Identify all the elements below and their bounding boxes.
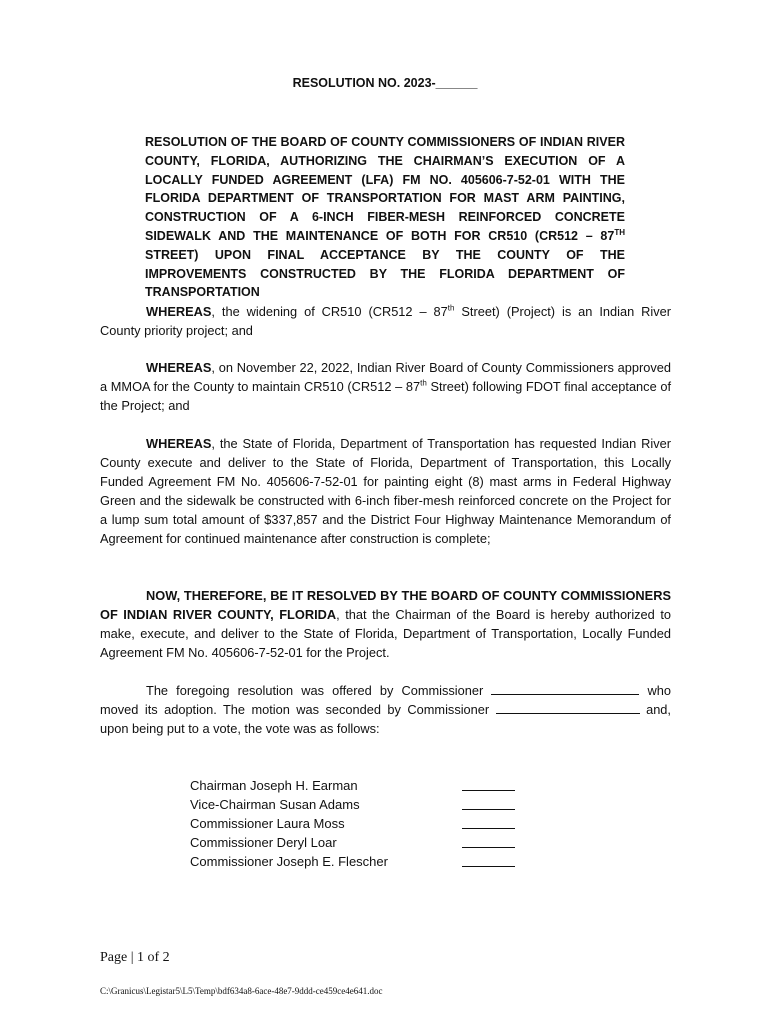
resolved-paragraph [100,586,671,662]
heading-superscript: TH [614,227,625,237]
resolution-title: RESOLUTION NO. 2023-______ [292,76,478,90]
paragraph-text: who moved its adoption. The motion was seconded by Commissioner [100,683,671,717]
vote-list [190,776,530,871]
voter-name: Chairman Joseph H. Earman [190,778,358,793]
vote-blank[interactable] [462,790,515,791]
paragraph-text: , the State of Florida, Department of Transportation has requested Indian River County execute and deliver to the State of Florida, Department of Transportation, this Locally Funded Agreement FM No. 405606-7-52-01 for painting eight (8) mast arms in Federal Highway Green and the sidewalk be constructed with 6-inch fiber-mesh reinforced concrete on the Project for a lump sum total amount of $337,857 and the District Four Highway Maintenance Memorandum of Agreement for continued maintenance after construction is complete; [100,436,671,546]
vote-row [190,795,530,814]
vote-row [190,833,530,852]
vote-row [190,776,530,795]
voter-name: Vice-Chairman Susan Adams [190,797,360,812]
paragraph-superscript: th [447,303,455,313]
paragraph-text: and, upon being put to a vote, the vote was as follows: [100,702,671,736]
heading-text: RESOLUTION OF THE BOARD OF COUNTY COMMISSIONERS OF INDIAN RIVER COUNTY, FLORIDA, AUTHORIZING THE CHAIRMAN’S EXECUTION OF A LOCALLY FUNDED AGREEMENT (LFA) FM NO. 405606-7-52-01 WITH THE FLORIDA DEPARTMENT OF TRANSPORTATION FOR MAST ARM PAINTING, CONSTRUCTION OF A 6-INCH FIBER-MESH REINFORCED CONCRETE SIDEWALK AND THE MAINTENANCE OF BOTH FOR CR510 (CR512 – 87 [145,135,625,243]
whereas-paragraph-1 [100,302,671,340]
file-path: C:\Granicus\Legistar5\L5\Temp\bdf634a8-6ace-48e7-9ddd-ce459ce4e641.doc [100,986,383,996]
paragraph-superscript: th [420,378,427,388]
voter-name: Commissioner Joseph E. Flescher [190,854,388,869]
paragraph-text: The foregoing resolution was offered by Commissioner [146,683,484,698]
whereas-lead: WHEREAS [146,304,212,319]
seconded-by-blank[interactable] [496,701,640,714]
resolution-heading [145,133,625,302]
vote-blank[interactable] [462,809,515,810]
paragraph-text: , on November 22, 2022, Indian River Board of County Commissioners approved a MMOA for the County to maintain CR510 (CR512 – 87 [100,360,671,394]
voter-name: Commissioner Deryl Loar [190,835,337,850]
vote-blank[interactable] [462,847,515,848]
whereas-paragraph-3 [100,434,671,548]
paragraph-text: , that the Chairman of the Board is hereby authorized to make, execute, and deliver to the State of Florida, Department of Transportation, Locally Funded Agreement FM No. 405606-7-52-01 for the Project. [100,607,671,660]
offered-by-blank[interactable] [491,682,639,695]
vote-blank[interactable] [462,866,515,867]
whereas-lead: WHEREAS [146,360,212,375]
resolved-lead: NOW, THEREFORE, BE IT RESOLVED BY THE BOARD OF COUNTY COMMISSIONERS OF INDIAN RIVER COUNTY, FLORIDA [100,588,671,622]
page-number: Page | 1 of 2 [100,950,170,965]
vote-intro-paragraph [100,681,671,738]
vote-row [190,814,530,833]
vote-row [190,852,530,871]
paragraph-text: , the widening of CR510 (CR512 – 87 [211,304,448,319]
paragraph-text: Street) (Project) is an Indian River County priority project; and [100,304,671,338]
heading-text-after: STREET) UPON FINAL ACCEPTANCE BY THE COUNTY OF THE IMPROVEMENTS CONSTRUCTED BY THE FLORIDA DEPARTMENT OF TRANSPORTATION [145,247,625,300]
whereas-paragraph-2 [100,358,671,415]
whereas-lead: WHEREAS [146,436,212,451]
paragraph-text: Street) following FDOT final acceptance of the Project; and [100,379,671,413]
vote-blank[interactable] [462,828,515,829]
voter-name: Commissioner Laura Moss [190,816,345,831]
